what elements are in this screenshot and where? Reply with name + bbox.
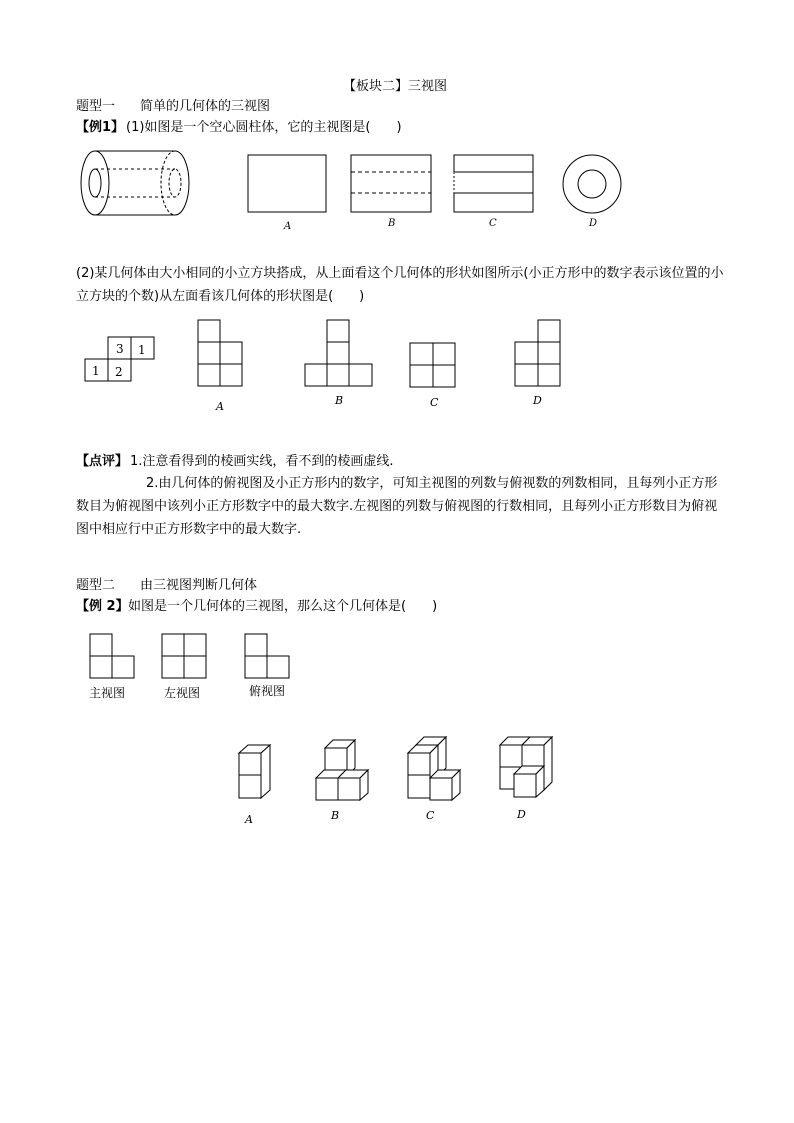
q2-option-b-label: B — [335, 394, 344, 407]
example2-question: 如图是一个几何体的三视图，那么这个几何体是( ) — [128, 599, 438, 614]
ex2-left-view — [162, 634, 206, 678]
comment-tag: 【点评】 — [76, 454, 129, 469]
ex2-option-a-label: A — [245, 813, 253, 826]
comment-1: 1.注意看得到的棱画实线，看不到的棱画虚线. — [130, 454, 394, 469]
ex2-top-view — [245, 634, 289, 678]
q1-option-d-label: D — [589, 218, 598, 229]
q2-option-a-label: A — [216, 400, 224, 413]
ex2-option-d-label: D — [517, 808, 526, 821]
front-view-label: 主视图 — [89, 686, 126, 700]
ex2-option-a-figure — [239, 745, 270, 798]
grid-number: 1 — [92, 364, 100, 378]
q2-option-b-figure — [305, 320, 372, 386]
q2-option-c-label: C — [430, 396, 439, 409]
section2-heading-sub: 由三视图判断几何体 — [140, 578, 258, 593]
q2-option-d-figure — [515, 320, 560, 386]
hollow-cylinder-figure — [81, 151, 189, 215]
section1-heading: 题型一 — [76, 99, 116, 114]
grid-number: 2 — [115, 365, 123, 379]
grid-number: 3 — [116, 342, 124, 356]
ex2-option-b-figure — [316, 740, 368, 800]
grid-number: 1 — [138, 343, 146, 357]
left-view-label: 左视图 — [164, 686, 201, 700]
q1-option-a-label: A — [284, 221, 292, 232]
ex2-option-d-figure — [500, 737, 552, 797]
q1-option-b-label: B — [388, 218, 396, 229]
top-view-label: 俯视图 — [249, 684, 286, 698]
page-title: 【板块二】三视图 — [343, 79, 448, 94]
example1-q1: (1)如图是一个空心圆柱体，它的主视图是( ) — [126, 120, 402, 135]
q2-option-d-label: D — [533, 394, 542, 407]
q2-option-c-figure — [410, 343, 455, 387]
ex2-option-c-label: C — [426, 809, 435, 822]
section1-heading-sub: 简单的几何体的三视图 — [140, 99, 271, 114]
q1-option-c-figure — [454, 155, 533, 212]
example1-q2: (2)某几何体由大小相同的小立方块搭成，从上面看这个几何体的形状如图所示(小正方形中的数字表示该位置的小立方块的个数)从左面看该几何体的形状图是( ) — [76, 266, 724, 304]
q1-option-a-figure — [248, 155, 326, 212]
q1-option-d-figure — [563, 155, 621, 213]
example2-tag: 【例 2】 — [76, 599, 129, 614]
section2-heading: 题型二 — [76, 578, 116, 593]
q1-option-c-label: C — [489, 218, 497, 229]
example1-tag: 【例1】 — [76, 120, 125, 135]
ex2-front-view — [90, 634, 134, 678]
comment-2: 2.由几何体的俯视图及小正方形内的数字，可知主视图的列数与俯视数的列数相同，且每列小正方形数目为俯视图中该列小正方形数字中的最大数字.左视图的列数与俯视图的行数相同，且每列小正方形数目为俯视图中相应行中正方形数字中的最大数字. — [76, 476, 718, 537]
ex2-option-c-figure — [408, 737, 460, 800]
ex2-option-b-label: B — [331, 809, 340, 822]
q2-option-a-figure — [198, 320, 242, 386]
q1-option-b-figure — [351, 155, 431, 212]
